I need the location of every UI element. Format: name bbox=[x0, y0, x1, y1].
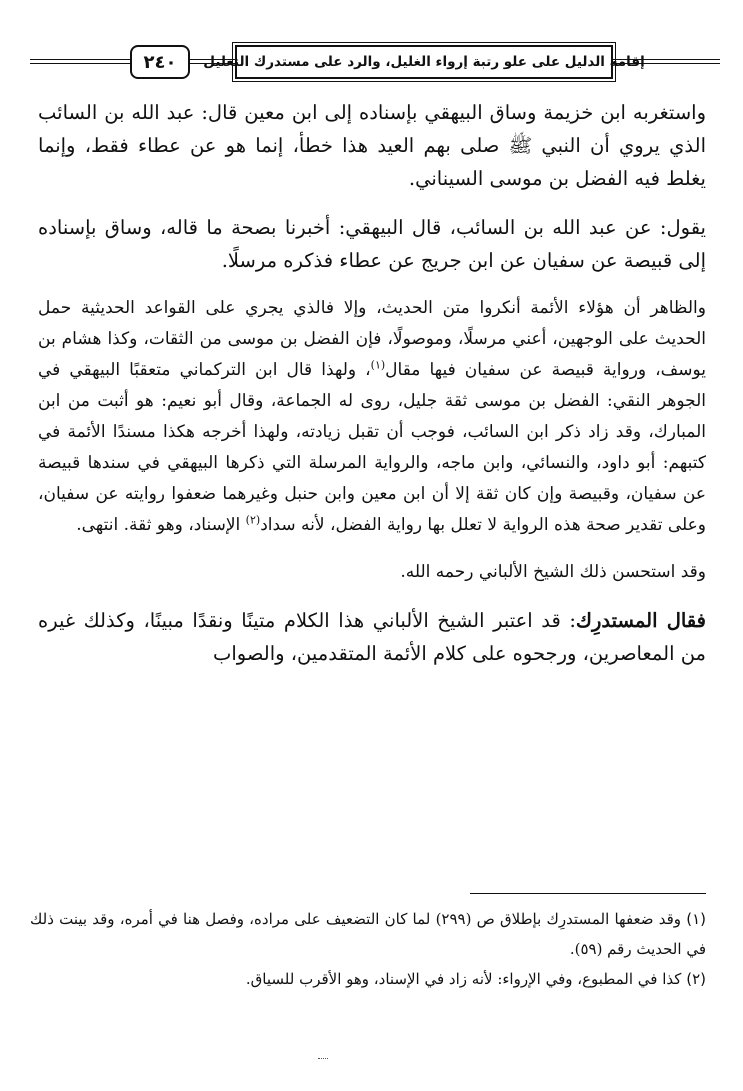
footnote-1-number: (١) bbox=[686, 910, 706, 928]
header-rule-left bbox=[30, 59, 130, 64]
paragraph-3-part-1: والظاهر أن هؤلاء الأئمة أنكروا متن الحديث، وإلا فالذي يجري على القواعد الحديثية حمل الحديث على الوجهين، أعني مرسلًا، وموصولًا، فإن الفضل بن موسى من الثقات، وكذا هشام بن يوسف، ورواية قبيصة عن سفيان فيها مقال bbox=[38, 298, 707, 380]
footnote-separator bbox=[470, 893, 706, 894]
paragraph-3-part-3: الإسناد، وهو ثقة. انتهى. bbox=[76, 515, 246, 535]
footnote-2-number: (٢) bbox=[686, 970, 706, 988]
footnote-1-text: وقد ضعفها المستدرِك بإطلاق ص (٢٩٩) لما كان التضعيف على مراده، وفصل هنا في أمره، وقد بينت ذلك في الحديث رقم (٥٩). bbox=[30, 910, 706, 958]
footnotes bbox=[30, 904, 706, 994]
paragraph-3-part-2: ، ولهذا قال ابن التركماني متعقبًا البيهقي في الجوهر النقي: الفضل بن موسى ثقة جليل، روى له الجماعة، وقال أبو نعيم: هو أثبت من ابن المبارك، وقد زاد ذكر ابن السائب، فوجب أن تقبل زيادته، ولهذا أخرجه هكذا مسندًا الأئمة في كتبهم: أبو داود، والنسائي، وابن ماجه، والرواية المرسلة التي ذكرها البيهقي في سندها قبيصة عن سفيان، وقبيصة وإن كان ثقة إلا أن ابن معين وابن حنبل وغيرهما ضعفوا روايته عن سفيان، وعلى تقدير صحة هذه الرواية لا تعلل بها رواية الفضل، لأنه سداد bbox=[38, 360, 706, 535]
paragraph-4: وقد استحسن ذلك الشيخ الألباني رحمه الله. bbox=[400, 562, 706, 582]
bottom-mark bbox=[318, 1058, 328, 1059]
footnote-2 bbox=[30, 964, 706, 994]
footnote-ref-1: (١) bbox=[370, 358, 386, 372]
paragraph-1: واستغربه ابن خزيمة وساق البيهقي بإسناده إلى ابن معين قال: عبد الله بن السائب الذي يروي أن النبي ﷺ صلى بهم العيد هذا خطأ، إنما هو عن عطاء فقط، وإنما يغلط فيه الفضل بن موسى السيناني. bbox=[38, 101, 706, 190]
paragraph-3 bbox=[38, 293, 706, 541]
footnote-ref-2: (٢) bbox=[245, 513, 261, 527]
page-header bbox=[30, 40, 720, 86]
paragraph-5-lead: فقال المستدرِك bbox=[575, 609, 706, 632]
paragraph-5-text: : قد اعتبر الشيخ الألباني هذا الكلام متينًا ونقدًا مبينًا، وكذلك غيره من المعاصرين، ورجحوه على كلام الأئمة المتقدمين، والصواب bbox=[38, 609, 706, 665]
paragraph-2: يقول: عن عبد الله بن السائب، قال البيهقي: أخبرنا بصحة ما قاله، وساق بإسناده إلى قبيصة عن سفيان عن ابن جريج عن عطاء فذكره مرسلًا. bbox=[38, 216, 706, 272]
footnote-2-text: كذا في المطبوع، وفي الإرواء: لأنه زاد في الإسناد، وهو الأقرب للسياق. bbox=[245, 970, 682, 988]
footnote-1 bbox=[30, 904, 706, 964]
paragraph-5 bbox=[38, 604, 706, 670]
header-rule-right bbox=[612, 59, 720, 64]
page-number: ٢٤٠ bbox=[130, 45, 190, 79]
main-text bbox=[38, 96, 706, 686]
running-title: إقامة الدليل على علو رتبة إرواء الغليل، والرد على مستدرك التعليل bbox=[235, 45, 613, 79]
